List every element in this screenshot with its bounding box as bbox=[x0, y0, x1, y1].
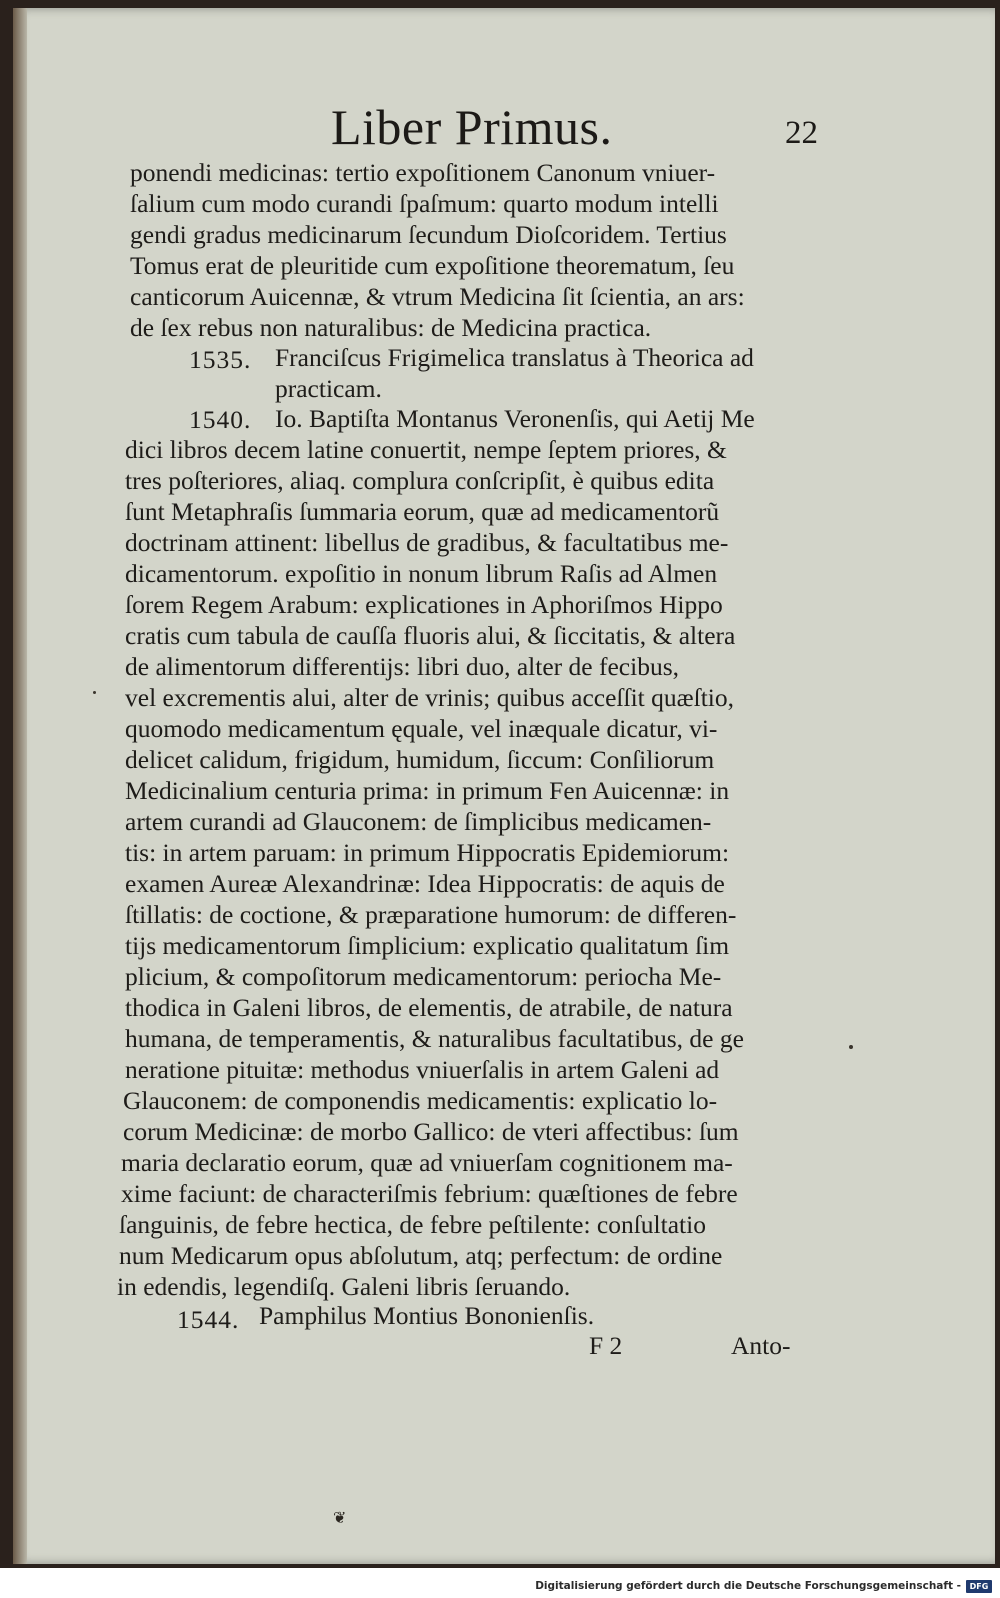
text-line: ſunt Metaphraſis ſummaria eorum, quæ ad medicamentorũ bbox=[125, 497, 720, 526]
year-1544: 1544. bbox=[177, 1305, 240, 1334]
text-line: neratione pituitæ: methodus vniuerſalis in artem Galeni ad bbox=[125, 1055, 720, 1084]
text-line: tijs medicamentorum ſimplicium: explicatio qualitatum ſim bbox=[125, 931, 730, 960]
text-line: Pamphilus Montius Bononienſis. bbox=[259, 1301, 595, 1330]
ink-speck bbox=[849, 1045, 853, 1049]
signature-mark: F 2 bbox=[589, 1331, 623, 1360]
book-page bbox=[13, 8, 995, 1564]
text-line: tres poſteriores, aliaq. complura conſcripſit, è quibus edita bbox=[125, 466, 715, 495]
text-line: in edendis, legendiſq. Galeni libris ſeruando. bbox=[117, 1272, 571, 1301]
text-line: ſalium cum modo curandi ſpaſmum: quarto modum intelli bbox=[130, 189, 719, 218]
text-line: ſorem Regem Arabum: explicationes in Aphoriſmos Hippo bbox=[125, 590, 723, 619]
text-line: num Medicarum opus abſolutum, atq; perfectum: de ordine bbox=[119, 1241, 723, 1270]
year-1540: 1540. bbox=[189, 405, 252, 434]
ink-speck bbox=[93, 691, 96, 694]
text-line: Medicinalium centuria prima: in primum Fen Auicennæ: in bbox=[125, 776, 730, 805]
text-line: practicam. bbox=[275, 374, 382, 403]
text-line: ſanguinis, de febre hectica, de febre peſtilente: conſultatio bbox=[119, 1210, 706, 1239]
catchword: Anto- bbox=[731, 1331, 791, 1360]
text-line: cratis cum tabula de cauſſa fluoris alui, & ſiccitatis, & altera bbox=[125, 621, 736, 650]
text-line: doctrinam attinent: libellus de gradibus, & facultatibus me- bbox=[125, 528, 729, 557]
text-line: quomodo medicamentum ęquale, vel inæquale dicatur, vi- bbox=[125, 714, 718, 743]
text-line: thodica in Galeni libros, de elementis, de atrabile, de natura bbox=[125, 993, 733, 1022]
year-1535: 1535. bbox=[189, 345, 252, 374]
text-line: de alimentorum differentijs: libri duo, alter de fecibus, bbox=[125, 652, 679, 681]
text-line: vel excrementis alui, alter de vrinis; quibus acceſſit quæſtio, bbox=[125, 683, 734, 712]
page-number: 22 bbox=[785, 115, 818, 151]
dfg-logo: DFG bbox=[966, 1580, 992, 1593]
fleuron-ornament: ❦ bbox=[333, 1508, 347, 1527]
text-line: dicamentorum. expoſitio in nonum librum Raſis ad Almen bbox=[125, 559, 718, 588]
text-line: humana, de temperamentis, & naturalibus facultatibus, de ge bbox=[125, 1024, 744, 1053]
text-line: ſtillatis: de coctione, & præparatione humorum: de differen- bbox=[125, 900, 737, 929]
text-line: artem curandi ad Glauconem: de ſimplicibus medicamen- bbox=[125, 807, 712, 836]
text-line: de ſex rebus non naturalibus: de Medicina practica. bbox=[130, 313, 652, 342]
text-line: maria declaratio eorum, quæ ad vniuerſam cognitionem ma- bbox=[121, 1148, 733, 1177]
attribution-text: Digitalisierung gefördert durch die Deutsche Forschungsgemeinschaft - bbox=[535, 1580, 961, 1592]
text-line: examen Aureæ Alexandrinæ: Idea Hippocratis: de aquis de bbox=[125, 869, 725, 898]
text-line: dici libros decem latine conuertit, nempe ſeptem priores, & bbox=[125, 435, 727, 464]
text-line: Tomus erat de pleuritide cum expoſitione theorematum, ſeu bbox=[130, 251, 735, 280]
text-line: plicium, & compoſitorum medicamentorum: periocha Me- bbox=[125, 962, 722, 991]
digitization-attribution bbox=[535, 1578, 992, 1594]
text-line: gendi gradus medicinarum ſecundum Dioſcoridem. Tertius bbox=[130, 220, 727, 249]
text-line: Glauconem: de componendis medicamentis: explicatio lo- bbox=[123, 1086, 718, 1115]
body-text bbox=[13, 8, 995, 1564]
text-line: canticorum Auicennæ, & vtrum Medicina ſit ſcientia, an ars: bbox=[130, 282, 745, 311]
text-line: corum Medicinæ: de morbo Gallico: de vteri affectibus: ſum bbox=[123, 1117, 739, 1146]
text-line: delicet calidum, frigidum, humidum, ſiccum: Conſiliorum bbox=[125, 745, 715, 774]
text-line: xime faciunt: de characteriſmis febrium: quæſtiones de febre bbox=[121, 1179, 738, 1208]
text-line: tis: in artem paruam: in primum Hippocratis Epidemiorum: bbox=[125, 838, 730, 867]
running-title: Liber Primus. bbox=[331, 99, 613, 155]
text-line: ponendi medicinas: tertio expoſitionem Canonum vniuer- bbox=[130, 158, 716, 187]
text-line: Franciſcus Frigimelica translatus à Theorica ad bbox=[275, 343, 754, 372]
text-line: Io. Baptiſta Montanus Veronenſis, qui Aetij Me bbox=[275, 404, 755, 433]
